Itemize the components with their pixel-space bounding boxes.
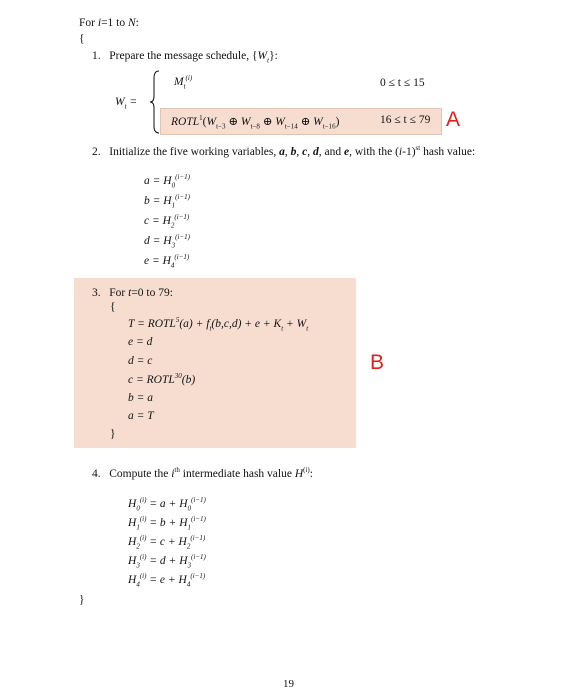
step1-heading: 1. Prepare the message schedule, $\{W_t\}$:: [92, 50, 278, 65]
outer-open-brace: {: [79, 33, 85, 45]
step2-heading: 2. Initialize the five working variables, a, b, c, d, and e, with the $(i-1)^{st}$ hash value:: [92, 144, 476, 158]
case2-expr: $ROTL^1(W_{t-3}$ ⊕ $W_{t-8}$ ⊕ $W_{t-14}$ ⊕ $W_{t-16}$): [171, 114, 340, 131]
step3-heading: 3. For t=0 to 79:: [92, 287, 173, 299]
case1-expr: $M_t^{(i)}$: [174, 74, 193, 91]
loop-close-brace: }: [110, 428, 116, 440]
init-e: $e = H_4^{(i-1)}$: [144, 253, 190, 270]
init-b: $b = H_1^{(i-1)}$: [144, 193, 190, 210]
cases-brace: [150, 70, 160, 134]
loop-b: b = a: [128, 392, 154, 404]
loop-t: $T = ROTL^5(a) + f_t(b,c,d) + e + K_t + W_t$: [128, 316, 309, 333]
loop-e: e = d: [128, 336, 153, 348]
loop-c: $c = ROTL^{30}(b)$: [128, 372, 196, 386]
label-b: B: [370, 351, 385, 374]
init-d: $d = H_3^{(i-1)}$: [144, 233, 190, 250]
hash-h2: $H_2^{(i)} = c + H_2^{(i-1)}$: [128, 534, 206, 551]
for-i-header: For i=1 to N:: [79, 17, 139, 29]
page-number: 19: [283, 678, 294, 690]
loop-open-brace: {: [110, 301, 116, 313]
outer-close-brace: }: [79, 594, 85, 606]
case1-cond: 0 ≤ t ≤ 15: [380, 77, 425, 89]
label-a: A: [446, 108, 461, 131]
init-c: $c = H_2^{(i-1)}$: [144, 213, 190, 230]
highlight-b: [74, 278, 356, 448]
loop-d: d = c: [128, 355, 153, 367]
loop-a: a = T: [128, 410, 154, 422]
w-lhs: $W_t$ =: [115, 96, 138, 111]
hash-h4: $H_4^{(i)} = e + H_4^{(i-1)}$: [128, 572, 206, 589]
case2-cond: 16 ≤ t ≤ 79: [380, 114, 431, 126]
step4-heading: 4. Compute the $i^{th}$ intermediate hash value $H^{(i)}$:: [92, 466, 313, 480]
hash-h3: $H_3^{(i)} = d + H_3^{(i-1)}$: [128, 553, 206, 570]
hash-h1: $H_1^{(i)} = b + H_1^{(i-1)}$: [128, 515, 206, 532]
hash-h0: $H_0^{(i)} = a + H_0^{(i-1)}$: [128, 496, 206, 513]
init-a: $a = H_0^{(i-1)}$: [144, 173, 190, 190]
